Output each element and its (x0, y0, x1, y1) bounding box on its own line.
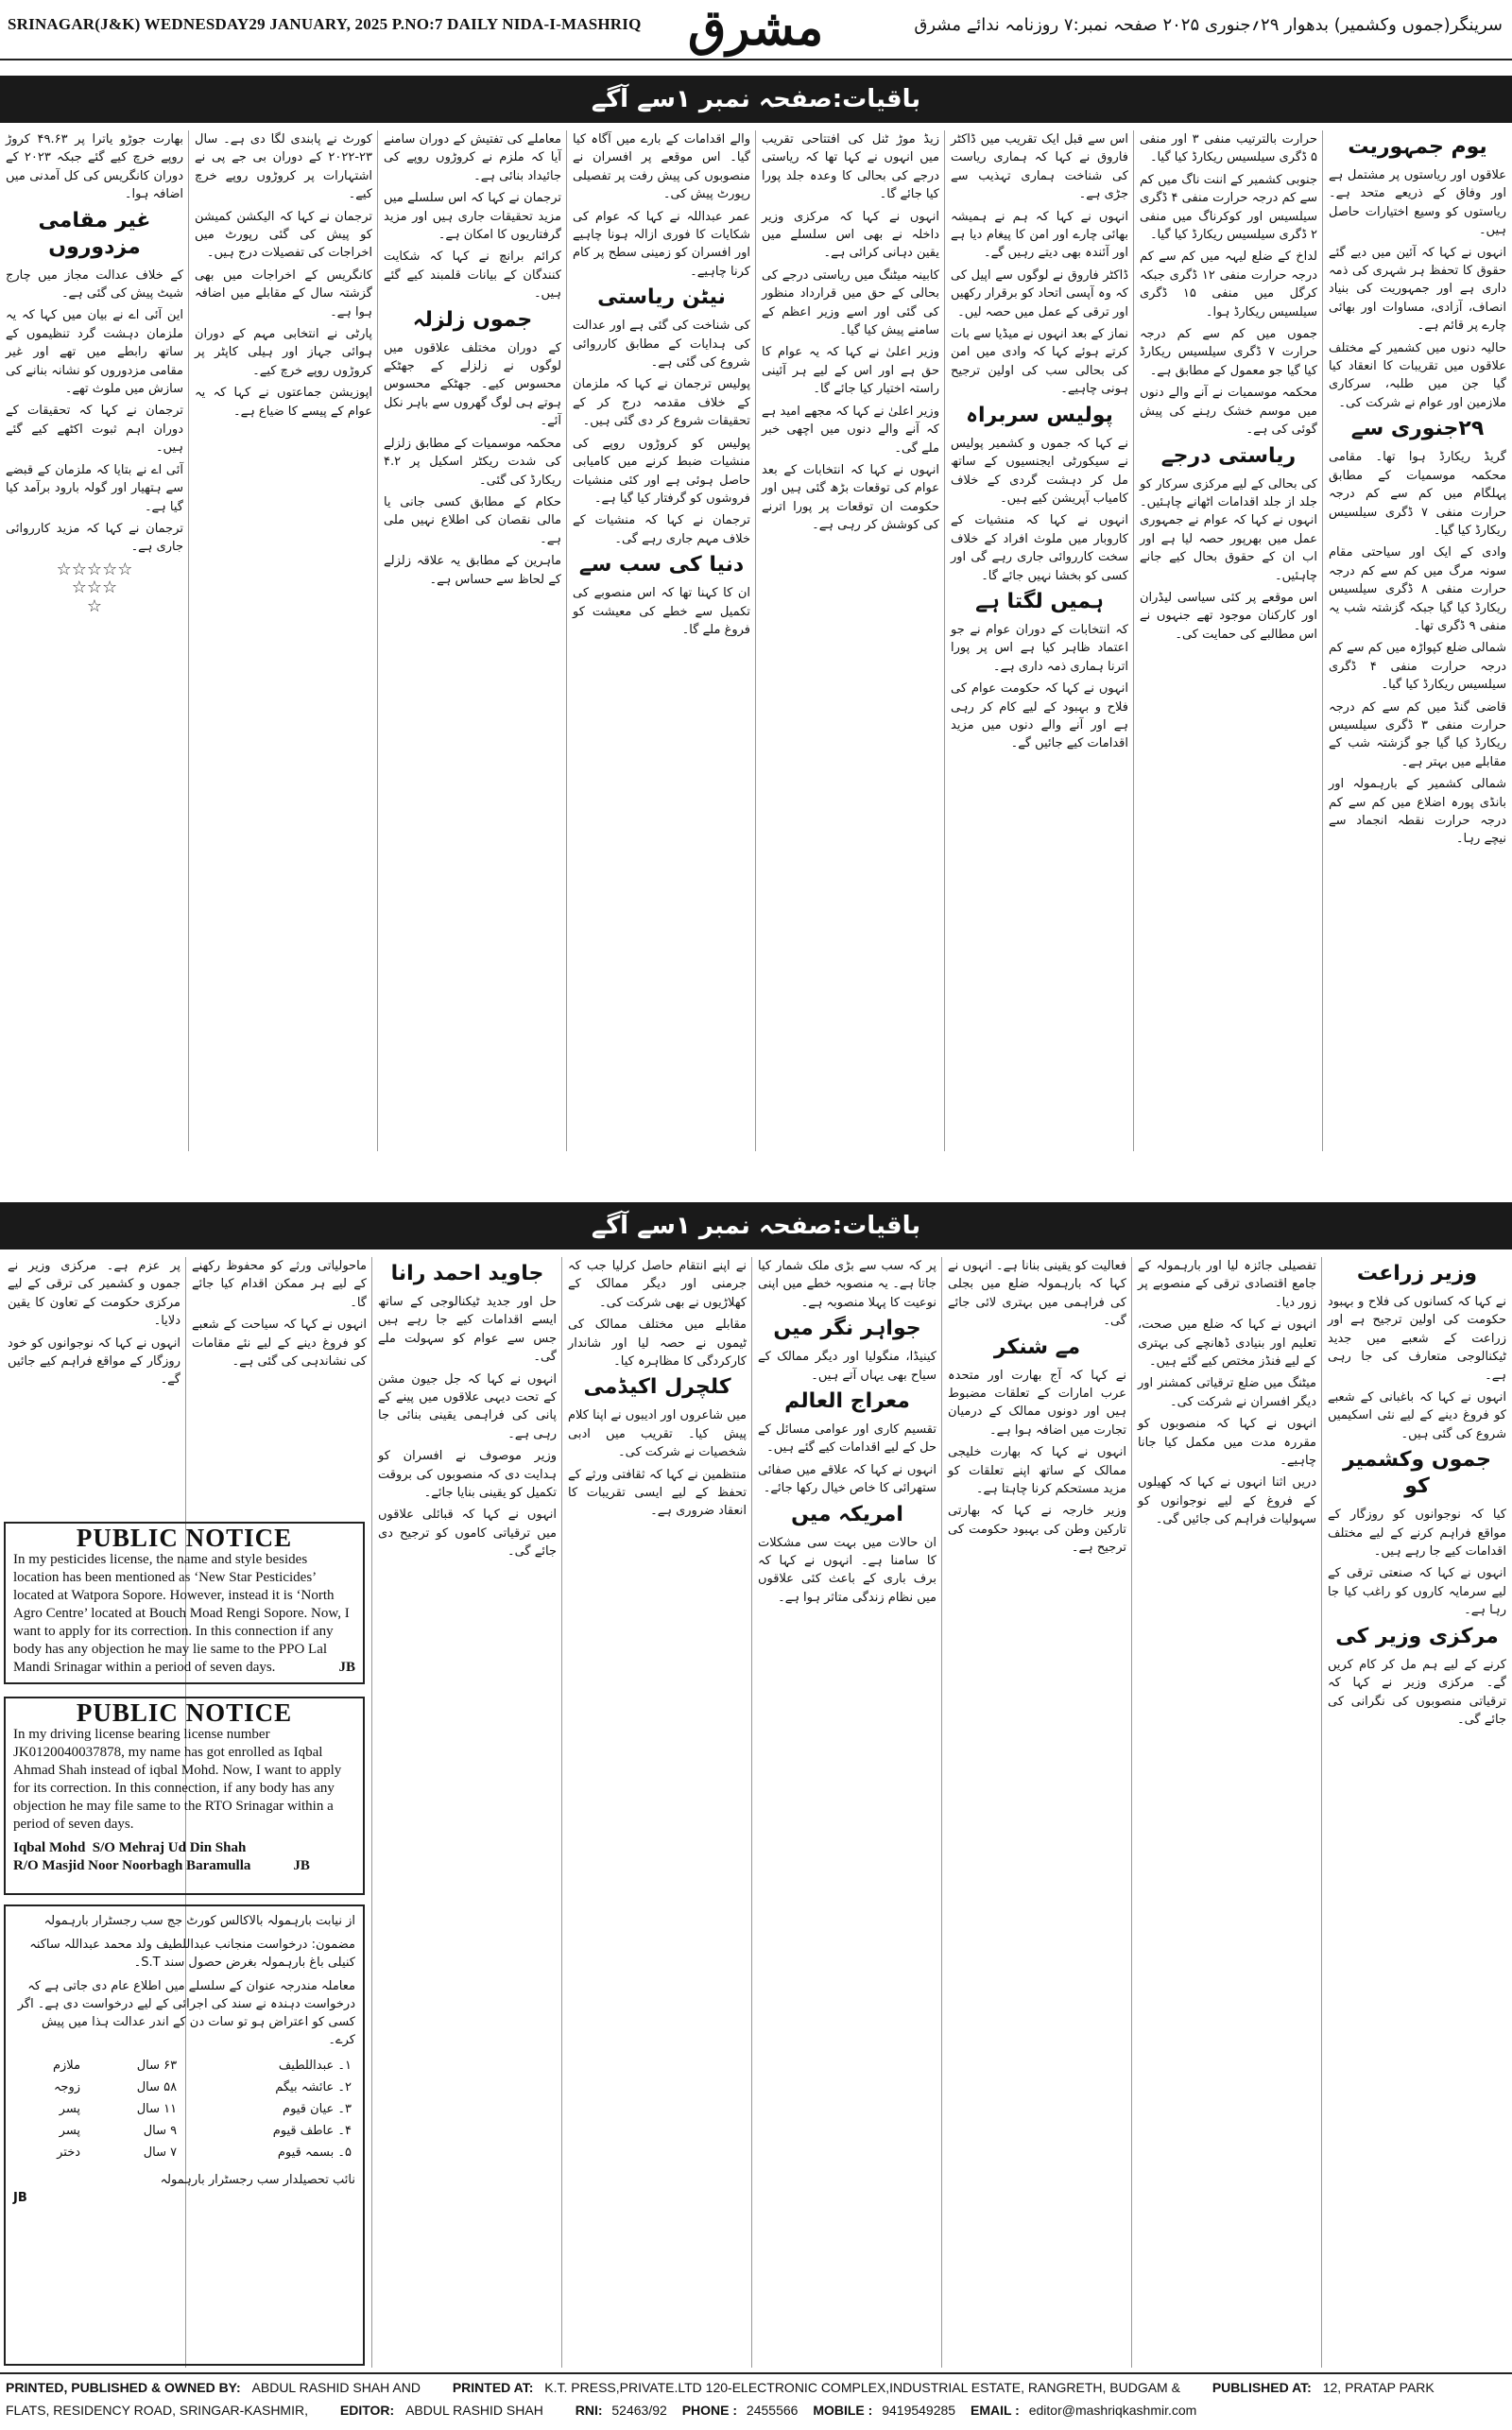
imprint-line-2 (6, 2403, 1506, 2418)
article-paragraph: اس موقعے پر کئی سیاسی لیڈران اور کارکنان موجود تھے جنہوں نے اس مطالبے کی حمایت کی۔ (1140, 590, 1317, 642)
article-paragraph: حل اور جدید ٹیکنالوجی کے ساتھ ایسے اقدامات کیے جا رہے ہیں جس سے عوام کو سہولت ملے گی۔ (378, 1295, 557, 1365)
column-divider (944, 130, 945, 1151)
article-paragraph: بھارت جوڑو یاترا پر ۴۹.۶۳ کروڑ روپے خرچ کیے گئے جبکہ ۲۰۲۳ کے دوران کانگریس کی کل آمدنی میں اضافہ ہوا۔ (6, 132, 183, 202)
table-cell: ۵۔ بسمہ قیوم (277, 2146, 352, 2160)
bottom-column-3 (942, 1257, 1132, 2368)
notice-paragraph: مضمون: درخواست منجانب عبداللطیف ولد محمد عبداللہ ساکنہ کنیلی باغ بارہمولہ بغرض حصول سند S.T۔ (29, 1938, 355, 1970)
table-cell: ۹ سال (143, 2124, 178, 2138)
article-paragraph: کہ انتخابات کے دوران عوام نے جو اعتماد ظاہر کیا ہے اس پر پورا اترنا ہماری ذمہ داری ہے۔ (951, 622, 1128, 674)
article-paragraph: انہوں نے کہا کہ منصوبوں کو مقررہ مدت میں مکمل کیا جانا چاہیے۔ (1138, 1417, 1316, 1469)
notice-signature: JB (13, 2191, 27, 2205)
top-section (0, 130, 1512, 1151)
article-heading: کلچرل اکیڈمی (583, 1375, 731, 1400)
bottom-column-4 (752, 1257, 942, 2368)
masthead-dateline-english: SRINAGAR(J&K) WEDNESDAY29 JANUARY, 2025 P.NO:7 DAILY NIDA-I-MASHRIQ (8, 15, 642, 33)
table-row (13, 2142, 355, 2163)
article-paragraph: شمالی ضلع کپواڑہ میں کم سے کم درجہ حرارت منفی ۴ ڈگری سیلسیس ریکارڈ کیا گیا۔ (1329, 641, 1506, 693)
article-paragraph: عمر عبداللہ نے کہا کہ عوام کی شکایات کا فوری ازالہ ہونا چاہیے اور افسران کو زمینی سطح پر کام کرنا چاہیے۔ (573, 209, 750, 279)
article-paragraph: پولیس ترجمان نے کہا کہ ملزمان کے خلاف مقدمہ درج کر کے تحقیقات شروع کر دی گئی ہیں۔ (573, 377, 750, 429)
table-row (13, 2120, 355, 2142)
bottom-column-2 (1132, 1257, 1322, 2368)
article-heading: نیٹن ریاستی (597, 285, 726, 310)
table-cell: ۶۳ سال (136, 2059, 178, 2073)
article-paragraph: حکام کے مطابق کسی جانی یا مالی نقصان کی اطلاع نہیں ملی ہے۔ (384, 494, 561, 546)
table-cell: ۴۔ عاطف قیوم (272, 2124, 352, 2138)
article-paragraph: لداخ کے ضلع لیہہ میں کم سے کم درجہ حرارت منفی ۱۲ ڈگری جبکہ کرگل میں منفی ۱۵ ڈگری سیلسیس ریکارڈ ہوا۔ (1140, 250, 1317, 319)
table-cell: ۷ سال (143, 2146, 178, 2160)
article-heading: جموں زلزلہ (412, 307, 533, 332)
article-paragraph: ترجمان نے کہا کہ تحقیقات کے دوران اہم ثبوت اکٹھے کیے گئے ہیں۔ (6, 404, 183, 456)
imprint-phone-label: PHONE : (681, 2403, 738, 2418)
imprint-printed-at: K.T. PRESS,PRIVATE.LTD 120-ELECTRONIC COMPLEX,INDUSTRIAL ESTATE, RANGRETH, BUDGAM & (544, 2380, 1180, 2395)
column-divider (377, 130, 378, 1151)
article-heading: مے شنکر (993, 1335, 1081, 1359)
article-paragraph: کے دوران مختلف علاقوں میں لوگوں نے زلزلے کے جھٹکے محسوس کیے۔ جھٹکے محسوس ہوتے ہی لوگ گھروں سے باہر نکل آئے۔ (384, 340, 561, 429)
table-cell: ۱۔ عبداللطیف (278, 2059, 352, 2073)
article-paragraph: پر عزم ہے۔ مرکزی وزیر نے جموں و کشمیر کی ترقی کے لیے مرکزی حکومت کے تعاون کا یقین دلایا۔ (8, 1259, 180, 1329)
article-paragraph: پارٹی نے انتخابی مہم کے دوران ہوائی جہاز اور ہیلی کاپٹر پر کروڑوں روپے خرچ کیے۔ (195, 327, 372, 378)
article-paragraph: نے کہا کہ جموں و کشمیر پولیس نے سیکورٹی ایجنسیوں کے ساتھ مل کر دہشت گردی کے خلاف کامیاب آپریشن کیے ہیں۔ (951, 436, 1128, 506)
imprint-editor: ABDUL RASHID SHAH (405, 2403, 543, 2418)
article-paragraph: انہوں نے کہا کہ ضلع میں صحت، تعلیم اور بنیادی ڈھانچے کی بہتری کے لیے فنڈز مختص کیے گئے ہیں۔ (1138, 1318, 1316, 1370)
imprint-published-at: 12, PRATAP PARK (1322, 2380, 1435, 2395)
table-cell: ۱۱ سال (136, 2102, 178, 2116)
imprint-editor-label: EDITOR: (339, 2403, 395, 2418)
table-cell: پسر (59, 2124, 81, 2138)
top-column-3 (945, 130, 1134, 1151)
column-divider (188, 130, 189, 1151)
article-paragraph: ترجمان نے کہا کہ اس سلسلے میں مزید تحقیقات جاری ہیں اور مزید گرفتاریوں کا امکان ہے۔ (384, 191, 561, 243)
article-heading: جاوید احمد رانا (390, 1262, 544, 1285)
column-divider (371, 1257, 372, 2368)
column-divider (1131, 1257, 1132, 2368)
top-column-2 (1134, 130, 1323, 1151)
column-divider (1321, 1257, 1322, 2368)
article-paragraph: انہوں نے کہا کہ ہم نے ہمیشہ بھائی چارے اور امن کا پیغام دیا ہے اور آئندہ بھی دیتے رہیں گے۔ (951, 209, 1128, 261)
bottom-column-6 (372, 1257, 562, 2368)
column-divider (566, 130, 567, 1151)
article-paragraph: وزیر اعلیٰ نے کہا کہ مجھے امید ہے کہ آنے والے دنوں میں اچھی خبر ملے گی۔ (762, 404, 939, 456)
article-paragraph: کیا کہ نوجوانوں کو روزگار کے مواقع فراہم کرنے کے لیے مختلف اقدامات کیے جا رہے ہیں۔ (1328, 1508, 1506, 1560)
article-heading: معراج العالم (784, 1389, 910, 1414)
article-paragraph: ترجمان نے کہا کہ مزید کارروائی جاری ہے۔ (6, 521, 183, 555)
column-divider (1322, 130, 1323, 1151)
public-notice-1 (4, 1522, 365, 1684)
imprint-owner: ABDUL RASHID SHAH AND (251, 2380, 421, 2395)
imprint-line-1 (6, 2380, 1506, 2395)
top-column-4 (756, 130, 945, 1151)
table-cell: دختر (57, 2146, 81, 2160)
imprint-mobile: 9419549285 (882, 2403, 956, 2418)
table-row (13, 2098, 355, 2120)
article-heading: غیر مقامی مزدوروں (38, 208, 151, 259)
article-paragraph: حرارت بالترتیب منفی ۳ اور منفی ۵ ڈگری سیلسیس ریکارڈ کیا گیا۔ (1140, 132, 1317, 165)
public-notice-2-body: In my driving license bearing license number JK0120040037878, my name has got enrolled as Iqbal Ahmad Shah instead of iqbal Mohd. Now, I want to apply for its correction. In this connection, if any body has any objection he may file same to the RTO Srinagar within a period of seven days. (13, 1727, 342, 1832)
article-paragraph: ماحولیاتی ورثے کو محفوظ رکھنے کے لیے ہر ممکن اقدام کیا جائے گا۔ (192, 1259, 367, 1310)
article-paragraph: معاملے کی تفتیش کے دوران سامنے آیا کہ ملزم نے کروڑوں روپے کی جائیداد بنائی ہے۔ (384, 132, 561, 183)
article-paragraph: کینیڈا، منگولیا اور دیگر ممالک کے سیاح بھی یہاں آتے ہیں۔ (758, 1350, 936, 1383)
article-paragraph: محکمہ موسمیات نے آنے والے دنوں میں موسم خشک رہنے کی پیش گوئی کی ہے۔ (1140, 386, 1317, 438)
table-cell: زوجہ (53, 2080, 81, 2094)
article-paragraph: جنوبی کشمیر کے اننت ناگ میں کم سے کم درجہ حرارت منفی ۴ ڈگری سیلسیس اور کوکرناگ میں منفی ۲ ڈگری سیلسیس ریکارڈ کیا گیا۔ (1140, 172, 1317, 243)
article-paragraph: انہوں نے کہا کہ باغبانی کے شعبے کو فروغ دینے کے لیے نئی اسکیمیں شروع کی گئی ہیں۔ (1328, 1390, 1506, 1441)
public-notice-2 (4, 1697, 365, 1895)
article-heading: جموں وکشمیر کو (1342, 1448, 1492, 1499)
bottom-column-8 (2, 1257, 186, 1512)
article-paragraph: انہوں نے کہا کہ قبائلی علاقوں میں ترقیاتی کاموں کو ترجیح دی جائے گی۔ (378, 1508, 557, 1560)
article-heading: جواہر نگر میں (773, 1317, 921, 1341)
article-paragraph: تقسیم کاری اور عوامی مسائل کے حل کے لیے اقدامات کیے گئے ہیں۔ (758, 1422, 936, 1456)
imprint-rni-label: RNI: (575, 2403, 603, 2418)
bottom-column-1 (1322, 1257, 1512, 2368)
article-paragraph: این آئی اے نے بیان میں کہا کہ یہ ملزمان دہشت گرد تنظیموں کے ساتھ رابطے میں تھے اور غیر مقامی مزدوروں کو نشانہ بنانے کی سازش میں ملوث تھے۔ (6, 308, 183, 397)
masthead (0, 0, 1512, 60)
article-paragraph: انہوں نے کہا کہ منشیات کے کاروبار میں ملوث افراد کے خلاف سخت کارروائی جاری رہے گی اور کسی کو بخشا نہیں جائے گا۔ (951, 513, 1128, 583)
article-heading: امریکہ میں (791, 1502, 903, 1526)
article-paragraph: دریں اثنا انہوں نے کہا کہ کھیلوں کے فروغ کے لیے نوجوانوں کو سہولیات فراہم کی جائیں گی۔ (1138, 1475, 1316, 1527)
imprint-phone: 2455566 (746, 2403, 799, 2418)
public-notice-1-signature: JB (338, 1660, 355, 1675)
newspaper-logo: مشرق (688, 0, 824, 57)
table-cell: پسر (59, 2102, 81, 2116)
article-paragraph: وزیر خارجہ نے کہا کہ بھارتی تارکین وطن کی بہبود حکومت کی ترجیح ہے۔ (948, 1504, 1126, 1556)
table-cell: ۵۸ سال (136, 2080, 178, 2094)
article-paragraph: کرائم برانچ نے کہا کہ شکایت کنندگان کے بیانات قلمبند کیے گئے ہیں۔ (384, 250, 561, 302)
article-paragraph: ان حالات میں بہت سی مشکلات کا سامنا ہے۔ انہوں نے کہا کہ برف باری کے باعث کئی علاقوں میں نظام زندگی متاثر ہوا ہے۔ (758, 1535, 936, 1605)
article-paragraph: جموں میں کم سے کم درجہ حرارت ۷ ڈگری سیلسیس ریکارڈ کیا گیا جو معمول کے مطابق ہے۔ (1140, 327, 1317, 378)
article-paragraph: نے کہا کہ کسانوں کی فلاح و بہبود حکومت کی اولین ترجیح ہے اور زراعت کے شعبے میں جدید ٹیکنالوجی متعارف کی جا رہی ہے۔ (1328, 1295, 1506, 1383)
table-row (13, 2077, 355, 2098)
top-column-1 (1323, 130, 1512, 1151)
article-heading: وزیر زراعت (1356, 1262, 1478, 1285)
table-cell: ملازم (52, 2059, 81, 2073)
article-paragraph: قاضی گنڈ میں کم سے کم درجہ حرارت منفی ۳ ڈگری سیلسیس ریکارڈ کیا گیا جو گزشتہ شب کے مقابلے میں بہتر ہے۔ (1329, 699, 1506, 769)
article-paragraph: پر کہ سب سے بڑی ملک شمار کیا جاتا ہے۔ یہ منصوبہ خطے میں اپنی نوعیت کا پہلا منصوبہ ہے۔ (758, 1259, 936, 1310)
article-paragraph: انہوں نے کہا کہ جل جیون مشن کے تحت دیہی علاقوں میں پینے کے پانی کی فراہمی یقینی بنائی جا رہی ہے۔ (378, 1371, 557, 1441)
article-paragraph: اپوزیشن جماعتوں نے کہا کہ یہ عوام کے پیسے کا ضیاع ہے۔ (195, 386, 372, 419)
article-paragraph: علاقوں اور ریاستوں پر مشتمل ہے اور وفاق کے ذریعے متحد ہے۔ ریاستوں کو وسیع اختیارات حاصل ہیں۔ (1329, 168, 1506, 238)
article-heading: مرکزی وزیر کی (1335, 1624, 1499, 1648)
top-column-7 (189, 130, 378, 1151)
article-paragraph: گریڈ ریکارڈ ہوا تھا۔ مقامی محکمہ موسمیات کے مطابق پہلگام میں کم سے کم درجہ حرارت منفی ۷ ڈگری سیلسیس ریکارڈ کیا گیا۔ (1329, 450, 1506, 538)
article-paragraph: حالیہ دنوں میں کشمیر کے مختلف علاقوں میں تقریبات کا انعقاد کیا گیا جن میں طلبہ، سرکاری ملازمین اور عوام نے شرکت کی۔ (1329, 340, 1506, 410)
table-row (13, 2055, 355, 2077)
imprint-email-label: EMAIL : (970, 2403, 1020, 2418)
article-paragraph: کرنے کے لیے ہم مل کر کام کریں گے۔ مرکزی وزیر نے کہا کہ ترقیاتی منصوبوں کی نگرانی کی جائے گی۔ (1328, 1657, 1506, 1727)
imprint-email: editor@mashriqkashmir.com (1028, 2403, 1197, 2418)
article-heading: ۲۹جنوری سے (1350, 417, 1485, 441)
article-paragraph: انہوں نے کہا کہ نوجوانوں کو خود روزگار کے مواقع فراہم کیے جائیں گے۔ (8, 1336, 180, 1387)
column-divider (751, 1257, 752, 2368)
end-stars: ☆☆☆☆☆ ☆☆☆ ☆ (56, 559, 133, 616)
article-paragraph: کابینہ میٹنگ میں ریاستی درجے کی بحالی کے حق میں قرارداد منظور کی گئی اور اسے وزیر اعظم کے سامنے پیش کیا گیا۔ (762, 267, 939, 338)
article-paragraph: پولیس کو کروڑوں روپے کی منشیات ضبط کرنے میں کامیابی حاصل ہوئی ہے اور کئی منشیات فروشوں کو گرفتار کیا گیا ہے۔ (573, 436, 750, 506)
article-paragraph: ترجمان نے کہا کہ منشیات کے خلاف مہم جاری رہے گی۔ (573, 513, 750, 546)
article-paragraph: انہوں نے کہا کہ علاقے میں صفائی ستھرائی کا خاص خیال رکھا جائے۔ (758, 1462, 936, 1496)
column-divider (755, 130, 756, 1151)
top-column-8 (0, 130, 189, 1151)
imprint-published-at-label: PUBLISHED AT: (1211, 2380, 1312, 2395)
top-column-6 (378, 130, 567, 1151)
article-paragraph: فعالیت کو یقینی بنانا ہے۔ انہوں نے کہا کہ بارہمولہ ضلع میں بجلی کی فراہمی میں بہتری لائی جائے گی۔ (948, 1259, 1126, 1329)
imprint-address: FLATS, RESIDENCY ROAD, SRINGAR-KASHMIR, (6, 2403, 308, 2418)
article-paragraph: میٹنگ میں ضلع ترقیاتی کمشنر اور دیگر افسران نے شرکت کی۔ (1138, 1376, 1316, 1409)
column-divider (1133, 130, 1134, 1151)
article-paragraph: کی بحالی کے لیے مرکزی سرکار کو جلد از جلد اقدامات اٹھانے چاہئیں۔ انہوں نے کہا کہ عوام نے جمہوری عمل میں بھرپور حصہ لیا ہے اور اب ان کے حقوق بحال کیے جانے چاہئیں۔ (1140, 476, 1317, 583)
notice-closing: نائب تحصیلدار سب رجسٹرار بارہمولہ (160, 2173, 355, 2187)
article-paragraph: محکمہ موسمیات کے مطابق زلزلے کی شدت ریکٹر اسکیل پر ۴.۲ ریکارڈ کی گئی۔ (384, 436, 561, 488)
article-paragraph: وزیر اعلیٰ نے کہا کہ یہ عوام کا حق ہے اور اس کے لیے ہر آئینی راستہ اختیار کیا جائے گا۔ (762, 345, 939, 397)
bottom-column-5 (562, 1257, 752, 2368)
imprint-rni: 52463/92 (611, 2403, 667, 2418)
article-paragraph: ترجمان نے کہا کہ الیکشن کمیشن کو پیش کی گئی رپورٹ میں اخراجات کی تفصیلات درج ہیں۔ (195, 209, 372, 261)
article-paragraph: آئی اے نے بتایا کہ ملزمان کے قبضے سے ہتھیار اور گولہ بارود برآمد کیا گیا ہے۔ (6, 462, 183, 514)
article-paragraph: انہوں نے کہا کہ صنعتی ترقی کے لیے سرمایہ کاروں کو راغب کیا جا رہا ہے۔ (1328, 1566, 1506, 1618)
article-paragraph: انہوں نے کہا کہ آئین میں دیے گئے حقوق کا تحفظ ہر شہری کی ذمہ داری ہے اور جمہوریت کی بنیاد انصاف، آزادی، مساوات اور بھائی چارے پر قائم ہے۔ (1329, 245, 1506, 334)
article-paragraph: والے اقدامات کے بارے میں آگاہ کیا گیا۔ اس موقعے پر افسران نے منصوبوں کی پیش رفت پر تفصیلی رپورٹ پیش کی۔ (573, 132, 750, 202)
article-paragraph: میں شاعروں اور ادیبوں نے اپنا کلام پیش کیا۔ تقریب میں ادبی شخصیات نے شرکت کی۔ (568, 1408, 747, 1460)
masthead-dateline-urdu: سرینگر(جموں وکشمیر) بدھوار ۲۹؍جنوری ۲۰۲۵ صفحہ نمبر:۷ روزنامہ ندائے مشرق (914, 15, 1503, 35)
article-paragraph: ماہرین کے مطابق یہ علاقہ زلزلے کے لحاظ سے حساس ہے۔ (384, 554, 561, 587)
article-paragraph: انہوں نے کہا کہ سیاحت کے شعبے کو فروغ دینے کے لیے نئے مقامات کی نشاندہی کی گئی ہے۔ (192, 1318, 367, 1370)
imprint-printed-at-label: PRINTED AT: (452, 2380, 534, 2395)
column-divider (941, 1257, 942, 2368)
article-heading: ہمیں لگتا ہے (975, 589, 1104, 613)
imprint-mobile-label: MOBILE : (813, 2403, 873, 2418)
article-paragraph: کانگریس کے اخراجات میں بھی گزشتہ سال کے مقابلے میں اضافہ ہوا ہے۔ (195, 267, 372, 319)
article-paragraph: اس سے قبل ایک تقریب میں ڈاکٹر فاروق نے کہا کہ ہماری ریاست کی شناخت ہماری تہذیب سے جڑی ہے۔ (951, 132, 1128, 202)
table-cell: ۲۔ عائشہ بیگم (275, 2080, 352, 2094)
public-notice-1-title: PUBLIC NOTICE (76, 1524, 293, 1552)
article-paragraph: ڈاکٹر فاروق نے لوگوں سے اپیل کی کہ وہ آپسی اتحاد کو برقرار رکھیں اور ترقی کے عمل میں حصہ لیں۔ (951, 267, 1128, 319)
continued-banner-top: باقیات:صفحہ نمبر ۱سے آگے (0, 76, 1512, 123)
article-paragraph: وادی کے ایک اور سیاحتی مقام سونہ مرگ میں کم سے کم درجہ حرارت منفی ۸ ڈگری سیلسیس ریکارڈ کیا گیا جبکہ گزشتہ شب یہ منفی ۹ ڈگری تھا۔ (1329, 545, 1506, 633)
article-paragraph: انہوں نے کہا کہ انتخابات کے بعد عوام کی توقعات بڑھ گئی ہیں اور حکومت ان توقعات پر پورا اترنے کی کوشش کر رہی ہے۔ (762, 462, 939, 533)
article-paragraph: کی شناخت کی گئی ہے اور عدالت کی ہدایات کے مطابق کارروائی شروع کی گئی ہے۔ (573, 319, 750, 371)
top-column-5 (567, 130, 756, 1151)
article-paragraph: انہوں نے کہا کہ مرکزی وزیر داخلہ نے بھی اس سلسلے میں یقین دہانی کرائی ہے۔ (762, 209, 939, 261)
article-heading: یوم جمہوریت (1348, 135, 1487, 159)
imprint-footer (0, 2372, 1512, 2430)
imprint-owner-label: PRINTED, PUBLISHED & OWNED BY: (6, 2380, 241, 2395)
article-paragraph: نے اپنے انتقام حاصل کرلیا جب کہ جرمنی اور دیگر ممالک کے کھلاڑیوں نے بھی شرکت کی۔ (568, 1259, 747, 1310)
article-paragraph: زیڈ موڑ ٹنل کی افتتاحی تقریب میں انہوں نے کہا تھا کہ ریاستی درجے کی بحالی کا وعدہ جلد پورا کیا جائے گا۔ (762, 132, 939, 202)
public-notice-2-signature: Iqbal Mohd S/O Mehraj Ud Din Shah R/O Masjid Noor Noorbagh Baramulla JB (13, 1840, 310, 1873)
public-notice-2-title: PUBLIC NOTICE (76, 1698, 293, 1727)
notice-paragraph: معاملہ مندرجہ عنوان کے سلسلے میں اطلاع عام دی جاتی ہے کہ درخواست دہندہ نے سند کی اجرائی کے لیے درخواست دی ہے۔ اگر کسی کو اعتراض ہو تو سات دن کے اندر عدالت ہذا میں پیش کرے۔ (17, 1979, 355, 2047)
article-paragraph: انہوں نے کہا کہ حکومت عوام کی فلاح و بہبود کے لیے کام کر رہی ہے اور آنے والے دنوں میں مزید اقدامات کیے جائیں گے۔ (951, 681, 1128, 751)
continued-banner-bottom: باقیات:صفحہ نمبر ۱سے آگے (0, 1202, 1512, 1249)
article-paragraph: ان کا کہنا تھا کہ اس منصوبے کی تکمیل سے خطے کی معیشت کو فروغ ملے گا۔ (573, 586, 750, 637)
notice-paragraph: از نیابت بارہمولہ بالاکالس کورٹ جج سب رجسٹرار بارہمولہ (43, 1914, 355, 1928)
column-divider (561, 1257, 562, 2368)
family-members-table (13, 2055, 355, 2163)
article-heading: دنیا کی سب سے (578, 553, 745, 577)
article-paragraph: وزیر موصوف نے افسران کو ہدایت دی کہ منصوبوں کی بروقت تکمیل کو یقینی بنایا جائے۔ (378, 1449, 557, 1501)
article-paragraph: نے کہا کہ آج بھارت اور متحدہ عرب امارات کے تعلقات مضبوط ہیں اور دونوں ممالک کے درمیان تجارت میں اضافہ ہوا ہے۔ (948, 1368, 1126, 1438)
article-paragraph: کے خلاف عدالت مجاز میں چارج شیٹ پیش کی گئی ہے۔ (6, 267, 183, 302)
article-paragraph: مقابلے میں مختلف ممالک کی ٹیموں نے حصہ لیا اور شاندار کارکردگی کا مظاہرہ کیا۔ (568, 1318, 747, 1370)
article-paragraph: کورٹ نے پابندی لگا دی ہے۔ سال ۲۳-۲۰۲۲ کے دوران بی جے پی نے اشتہارات پر کروڑوں روپے خرچ کیے۔ (195, 132, 372, 202)
table-cell: ۳۔ عیان قیوم (283, 2102, 352, 2116)
article-paragraph: انہوں نے کہا کہ بھارت خلیجی ممالک کے ساتھ اپنے تعلقات کو مزید مستحکم کرنا چاہتا ہے۔ (948, 1445, 1126, 1497)
article-paragraph: شمالی کشمیر کے بارہمولہ اور بانڈی پورہ اضلاع میں کم سے کم درجہ حرارت نقطہ انجماد سے نیچے رہا۔ (1329, 777, 1506, 847)
urdu-legal-notice (4, 1904, 365, 2366)
article-heading: ریاستی درجے (1160, 443, 1297, 468)
article-paragraph: تفصیلی جائزہ لیا اور بارہمولہ کے جامع اقتصادی ترقی کے منصوبے پر زور دیا۔ (1138, 1259, 1316, 1310)
article-paragraph: نماز کے بعد انہوں نے میڈیا سے بات کرتے ہوئے کہا کہ وادی میں امن کی بحالی سب کی اولین ترجیح ہونی چاہیے۔ (951, 327, 1128, 397)
article-heading: پولیس سربراہ (966, 403, 1113, 427)
public-notice-1-body: In my pesticides license, the name and style besides location has been mentioned as ‘New Star Pesticides’ located at Watpora Sopore. However, instead it is ‘North Agro Centre’ located at Bouch Moad Rengi Sopore. Now, I want to apply for its correction. In this connection if any body has any objection he may lie same to the PPO Lal Mandi Srinagar within a period of seven days. (13, 1552, 350, 1675)
article-paragraph: منتظمین نے کہا کہ ثقافتی ورثے کے تحفظ کے لیے ایسی تقریبات کا انعقاد ضروری ہے۔ (568, 1467, 747, 1519)
